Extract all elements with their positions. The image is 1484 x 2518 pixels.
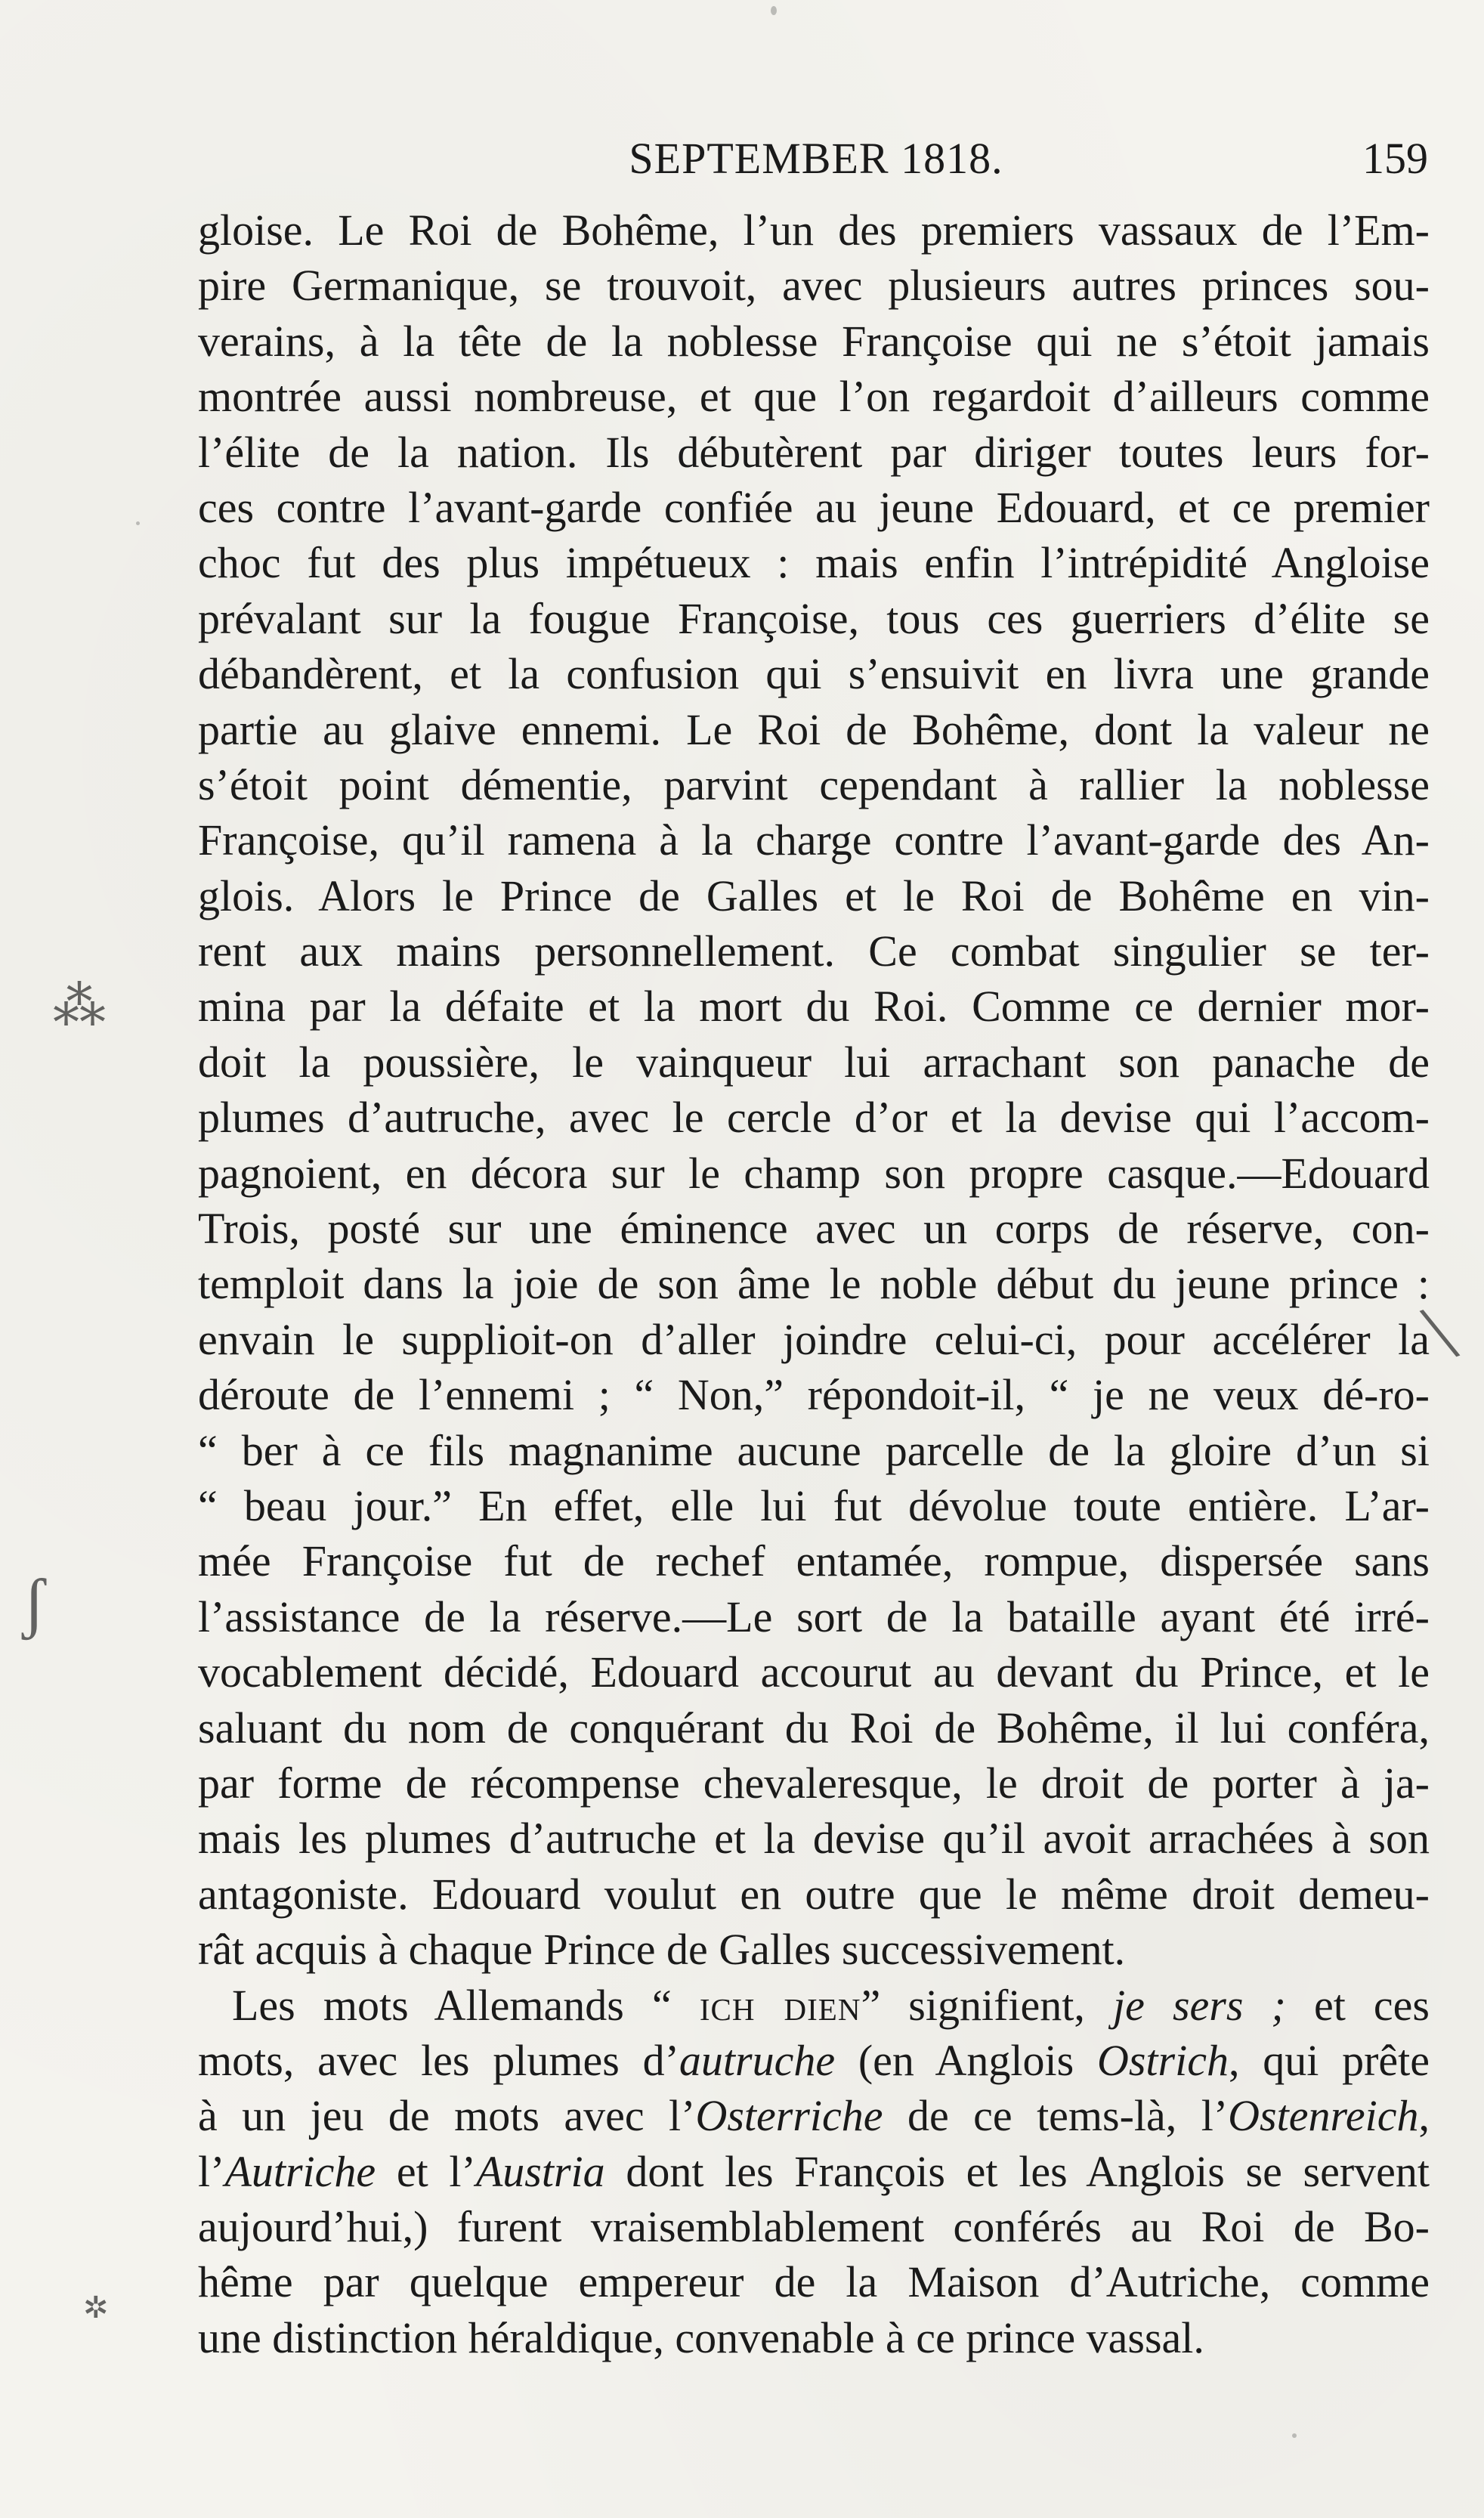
text-line: l’élite de la nation. Ils débutèrent par diriger toutes leurs for- (198, 427, 1430, 477)
text-line: partie au glaive ennemi. Le Roi de Bohême, dont la valeur ne (198, 704, 1430, 754)
text-line: Les mots Allemands “ ich dien” signifient, je sers ; et ces (232, 1980, 1430, 2030)
running-head: SEPTEMBER 1818. (629, 134, 1003, 183)
italic-word: Osterriche (695, 2091, 883, 2141)
text-line: mée Françoise fut de rechef entamée, rompue, dispersée sans (198, 1536, 1430, 1586)
text-line: hême par quelque empereur de la Maison d’Autriche, comme (198, 2257, 1430, 2307)
italic-phrase: je sers ; (1113, 1980, 1286, 2030)
text-line: par forme de récompense chevaleresque, le droit de porter à ja- (198, 1758, 1430, 1808)
text-line: à un jeu de mots avec l’Osterriche de ce tems-là, l’Ostenreich, (198, 2091, 1430, 2141)
text-line: glois. Alors le Prince de Galles et le Roi de Bohême en vin- (198, 871, 1430, 920)
ink-speck (136, 521, 140, 525)
paragraph-2 (198, 1978, 1430, 2366)
text-line: antagoniste. Edouard voulut en outre que le même droit demeu- (198, 1869, 1430, 1919)
text-line: débandèrent, et la confusion qui s’ensuivit en livra une grande (198, 649, 1430, 699)
text-line: Trois, posté sur une éminence avec un corps de réserve, con- (198, 1204, 1430, 1254)
text-line: gloise. Le Roi de Bohême, l’un des premiers vassaux de l’Em- (198, 206, 1430, 255)
italic-word: Austria (475, 2146, 605, 2196)
text-line: ces contre l’avant-garde confiée au jeune Edouard, et ce premier (198, 482, 1430, 532)
text-line: l’Autriche et l’Austria dont les François et les Anglois se servent (198, 2146, 1430, 2196)
text-line: aujourd’hui,) furent vraisemblablement conférés au Roi de Bo- (198, 2202, 1430, 2252)
text-line: l’assistance de la réserve.—Le sort de la bataille ayant été irré- (198, 1592, 1430, 1641)
text-line: pagnoient, en décora sur le champ son propre casque.—Edouard (198, 1148, 1430, 1198)
text-line: doit la poussière, le vainqueur lui arrachant son panache de (198, 1037, 1430, 1087)
body-text (198, 203, 1430, 2365)
text-line: vocablement décidé, Edouard accourut au devant du Prince, et le (198, 1647, 1430, 1697)
text-line: saluant du nom de conquérant du Roi de Bohême, il lui conféra, (198, 1703, 1430, 1752)
italic-word: Ostenreich (1228, 2091, 1419, 2141)
small-caps-phrase: ich dien (699, 1980, 861, 2030)
text-line: prévalant sur la fougue Françoise, tous ces guerriers d’élite se (198, 593, 1430, 643)
text-line: déroute de l’ennemi ; “ Non,” répondoit-il, “ je ne veux dé-ro- (198, 1370, 1430, 1420)
margin-scribble-icon: ⁂ (53, 978, 106, 1036)
text-line: Françoise, qu’il ramena à la charge contre l’avant-garde des An- (198, 815, 1430, 865)
text-line: rent aux mains personnellement. Ce combat singulier se ter- (198, 926, 1430, 976)
page-header (204, 128, 1428, 189)
text-line: verains, à la tête de la noblesse Françoise qui ne s’étoit jamais (198, 316, 1430, 366)
margin-scribble-icon: ✲ (83, 2291, 109, 2325)
text-line: plumes d’autruche, avec le cercle d’or et la devise qui l’accom- (198, 1093, 1430, 1143)
page-number: 159 (1362, 134, 1428, 183)
text-line: choc fut des plus impétueux : mais enfin l’intrépidité Angloise (198, 538, 1430, 588)
italic-word: Autriche (224, 2146, 376, 2196)
italic-word: autruche (679, 2035, 836, 2085)
text-line: mais les plumes d’autruche et la devise qu’il avoit arrachées à son (198, 1814, 1430, 1864)
ink-speck (1292, 2433, 1297, 2438)
text-line: s’étoit point démentie, parvint cependant à rallier la noblesse (198, 759, 1430, 809)
italic-word: Ostrich (1096, 2035, 1229, 2085)
text-line: montrée aussi nombreuse, et que l’on regardoit d’ailleurs comme (198, 372, 1430, 422)
text-line: pire Germanique, se trouvoit, avec plusieurs autres princes sou- (198, 261, 1430, 311)
text-line: envain le supplioit-on d’aller joindre celui-ci, pour accélérer la (198, 1314, 1430, 1364)
text-line: temploit dans la joie de son âme le noble début du jeune prince : (198, 1259, 1430, 1309)
paragraph-1 (198, 203, 1430, 1978)
margin-scribble-icon: \ (1412, 1285, 1467, 1380)
text-line: mina par la défaite et la mort du Roi. Comme ce dernier mor- (198, 982, 1430, 1032)
margin-scribble-icon: ʃ (23, 1566, 45, 1641)
text-line: une distinction héraldique, convenable à ce prince vassal. (198, 2312, 1204, 2362)
text-line: “ beau jour.” En effet, elle lui fut dévolue toute entière. L’ar- (198, 1480, 1430, 1530)
ink-speck (771, 6, 777, 15)
text-line: rât acquis à chaque Prince de Galles successivement. (198, 1925, 1126, 1975)
text-line: “ ber à ce fils magnanime aucune parcelle de la gloire d’un si (198, 1425, 1430, 1475)
text-line: mots, avec les plumes d’autruche (en Anglois Ostrich, qui prête (198, 2035, 1430, 2085)
